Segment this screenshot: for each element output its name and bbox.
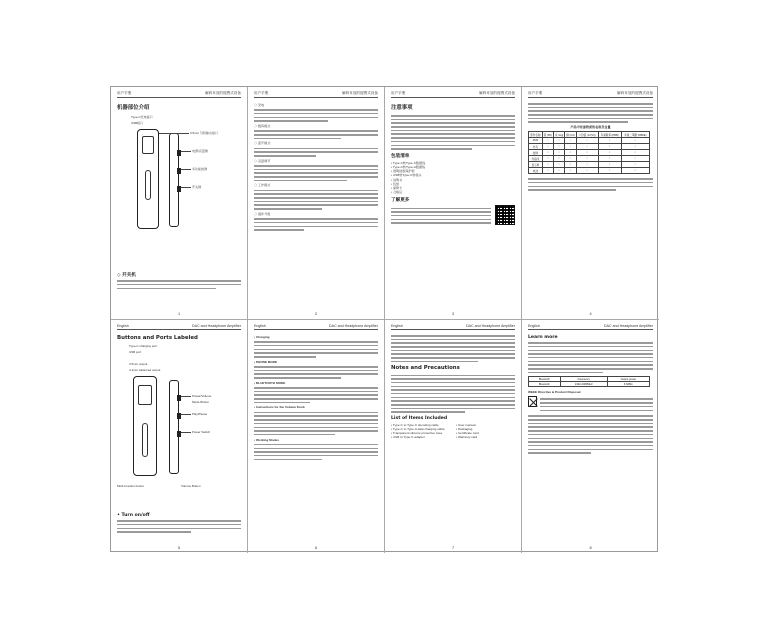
- qr-code: [495, 205, 515, 225]
- page-5: English DAC and Headphone Amplifier Buttons and Ports Labeled Type-C charging port USB port 3.5mm output 4.4mm balanced output Power/Volume Mode Button Play/Pause Power Switch Multi-function button Volume Button • Turn on/off 5: [111, 320, 248, 553]
- page-header: 用户手册 解码耳放的便携式设备: [528, 91, 653, 98]
- label-power-volume: 电源/音量键: [192, 149, 208, 153]
- page-title: 机器部位介绍: [117, 105, 150, 111]
- label-multifunction: 多功能按键: [192, 167, 208, 171]
- manual-sheet: [110, 86, 658, 552]
- table-row: 显示屏 ○ ○ ○ ○ ○ ○: [529, 162, 650, 168]
- power-section: ◇ 开关机: [117, 269, 241, 291]
- page-header: English DAC and Headphone Amplifier: [117, 324, 241, 328]
- table-row: 按键 ○ ○ ○ ○ ○ ○: [529, 150, 650, 156]
- page-header: 用户手册 解码耳放的便携式设备: [254, 91, 378, 98]
- label-switch: 开关键: [192, 185, 202, 189]
- page-header: English DAC and Headphone Amplifier: [254, 324, 378, 328]
- page-header: 用户手册 解码耳放的便携式设备: [391, 91, 515, 98]
- table-row: Bluetooth 2402-2480MHz 6.5dBm: [529, 382, 650, 387]
- label-usb: USB接口: [131, 121, 144, 125]
- page-6: English DAC and Headphone Amplifier • Charging • PHONE MODE • BLUETOOTH MODE • Instructions for the Volume Knob • Working Modes 6: [248, 320, 385, 553]
- device-side-illustration: [169, 380, 179, 474]
- label-35mm: 3.5mm 耳机输出接口: [190, 131, 219, 135]
- page-1: 用户手册 解码耳放的便携式设备 机器部位介绍 Type-C充电接口 USB接口 3.5mm 耳机输出接口 电源/音量键 多功能按键 开关键 ◇ 开关机 1: [111, 87, 248, 320]
- table-row: 连接线 ○ ○ ○ ○ ○ ○: [529, 156, 650, 162]
- page-header: 用户手册 解码耳放的便携式设备: [117, 91, 241, 98]
- table-row: PCB ○ ○ ○ ○ ○ ○: [529, 138, 650, 144]
- page-3: 用户手册 解码耳放的便携式设备 注意事项 包装清单 • Type-C转Type-C数据线 • Type-C转Type-A数据线 • 透明硅胶保护套 • USB转Type-C转接头 • 说明书 • 包装 • 保修卡 • 合格证 了解更多 3: [385, 87, 522, 320]
- weee-bin-icon: [528, 396, 537, 407]
- page-8: English DAC and Headphone Amplifier Learn more Bluetooth Frequency Output power Bluetooth 2402-2480MHz 6.5dBm WEEE Directive & Product Disposal 8: [528, 324, 653, 550]
- device-illustration: [133, 376, 157, 476]
- page-2: 用户手册 解码耳放的便携式设备 ◇ 充电 ◇ 数码模式 ◇ 蓝牙模式 ◇ 音量调节 ◇ 工作模式 ◇ 固件升级 2: [248, 87, 385, 320]
- page-4: 用户手册 解码耳放的便携式设备 产品中有害物质的名称及含量 部件名称 铅 (Pb) 汞 (Hg) 镉 (Cd) 六价铬 (Cr(VI)) 多溴联苯 (PBB) 多溴二苯醚 (PBDE) PCB ○ ○ ○ ○ ○ ○ 外壳 ○ ○ ○ ○ ○ ○ 按键 ○ ○ ○ ○ ○ ○ 连接线 ○ ○ ○ ○ ○ ○ 显示屏 ○ ○ ○ ○ ○ ○ 电池 ○ ○ ○ ○ ○ ○ 4: [522, 87, 659, 320]
- page-header: English DAC and Headphone Amplifier: [391, 324, 515, 328]
- table-row: 外壳 ○ ○ ○ ○ ○ ○: [529, 144, 650, 150]
- page-7: English DAC and Headphone Amplifier Notes and Precautions List of Items Included • Type-C to Type-C decoding cable • Type-C to Type-A data charging cable • Transparent silicone protective case • USB to Type-C adapter • User manual • Packaging • Certificate card • Warranty card 7: [385, 320, 522, 553]
- table-row: 电池 ○ ○ ○ ○ ○ ○: [529, 168, 650, 174]
- device-illustration: [137, 129, 159, 229]
- hazard-table: 部件名称 铅 (Pb) 汞 (Hg) 镉 (Cd) 六价铬 (Cr(VI)) 多溴联苯 (PBB) 多溴二苯醚 (PBDE) PCB ○ ○ ○ ○ ○ ○ 外壳 ○ ○ ○ ○ ○ ○ 按键 ○ ○ ○ ○ ○ ○ 连接线 ○ ○ ○ ○ ○ ○ 显示屏 ○ ○ ○ ○ ○ ○ 电池 ○ ○ ○ ○ ○ ○: [528, 131, 650, 174]
- spec-table: Bluetooth Frequency Output power Bluetooth 2402-2480MHz 6.5dBm: [528, 376, 650, 387]
- power-section: • Turn on/off: [117, 510, 241, 535]
- label-type-c: Type-C充电接口: [131, 115, 153, 119]
- page-header: English DAC and Headphone Amplifier: [528, 324, 653, 328]
- device-side-illustration: [169, 133, 179, 227]
